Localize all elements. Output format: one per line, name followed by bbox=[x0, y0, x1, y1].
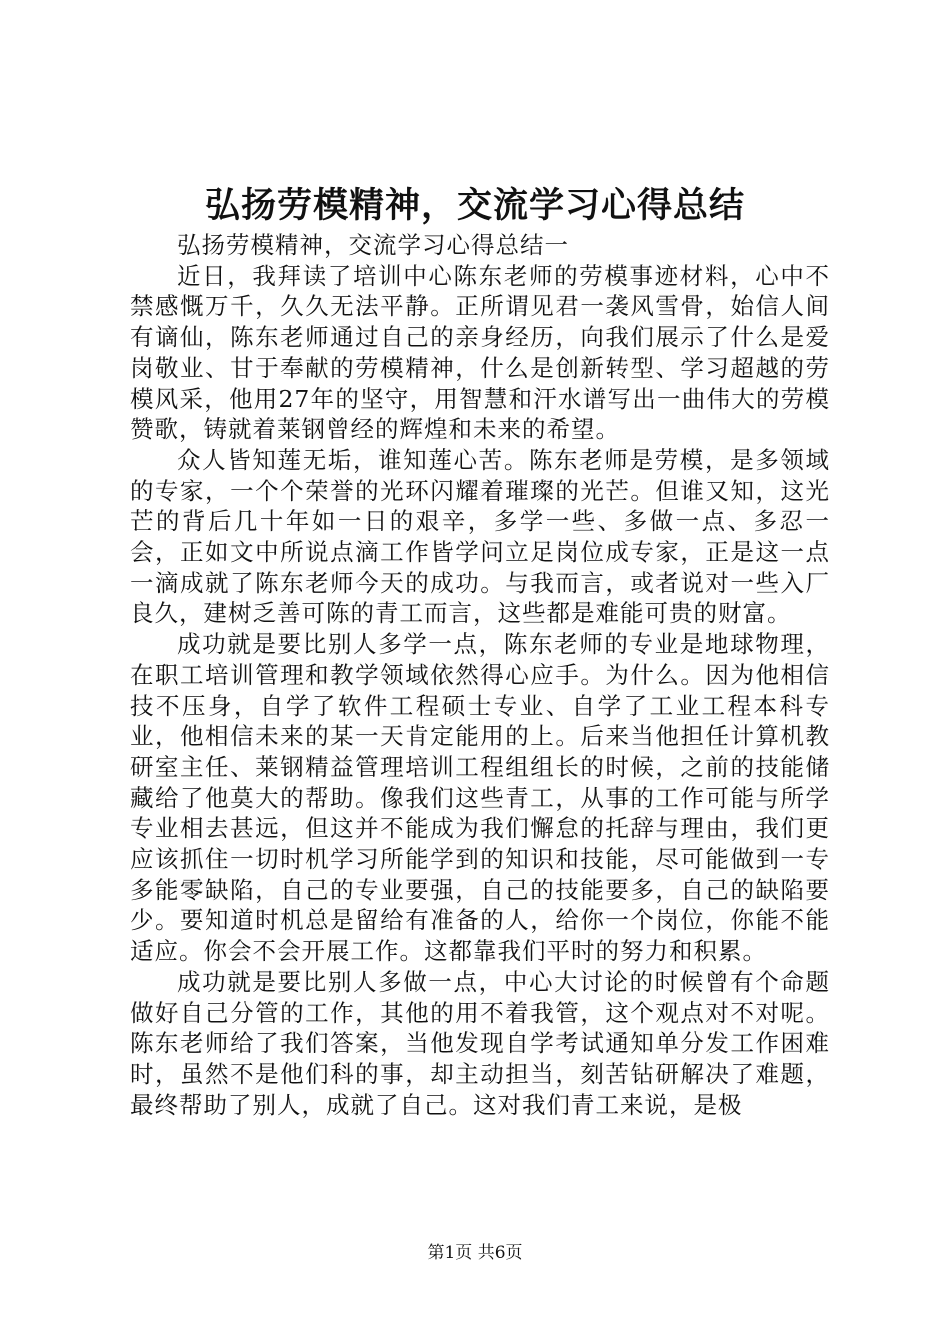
document-body bbox=[130, 230, 830, 1120]
subtitle-paragraph: 弘扬劳模精神，交流学习心得总结一 bbox=[177, 231, 569, 259]
body-paragraph: 成功就是要比别人多学一点，陈东老师的专业是地球物理，在职工培训管理和教学领域依然得心应手。为什么。因为他相信技不压身，自学了软件工程硕士专业、自学了工业工程本科专业，他相信未来的某一天肯定能用的上。后来当他担任计算机教研室主任、莱钢精益管理培训工程组组长的时候，之前的技能储藏给了他莫大的帮助。像我们这些青工，从事的工作可能与所学专业相去甚远，但这并不能成为我们懈怠的托辞与理由，我们更应该抓住一切时机学习所能学到的知识和技能，尽可能做到一专多能零缺陷，自己的专业要强，自己的技能要多，自己的缺陷要少。要知道时机总是留给有准备的人，给你一个岗位，你能不能适应。你会不会开展工作。这都靠我们平时的努力和积累。 bbox=[130, 630, 830, 966]
body-paragraph: 众人皆知莲无垢，谁知莲心苦。陈东老师是劳模，是多领域的专家，一个个荣誉的光环闪耀着璀璨的光芒。但谁又知，这光芒的背后几十年如一日的艰辛，多学一些、多做一点、多忍一会，正如文中所说点滴工作皆学问立足岗位成专家，正是这一点一滴成就了陈东老师今天的成功。与我而言，或者说对一些入厂良久，建树乏善可陈的青工而言，这些都是难能可贵的财富。 bbox=[130, 445, 830, 628]
body-paragraph: 成功就是要比别人多做一点，中心大讨论的时候曾有个命题做好自己分管的工作，其他的用不着我管，这个观点对不对呢。陈东老师给了我们答案，当他发现自学考试通知单分发工作困难时，虽然不是他们科的事，却主动担当，刻苦钻研解决了难题，最终帮助了别人，成就了自己。这对我们青工来说，是极 bbox=[130, 967, 830, 1119]
body-paragraph: 近日，我拜读了培训中心陈东老师的劳模事迹材料，心中不禁感慨万千，久久无法平静。正所谓见君一袭风雪骨，始信人间有谪仙，陈东老师通过自己的亲身经历，向我们展示了什么是爱岗敬业、甘于奉献的劳模精神，什么是创新转型、学习超越的劳模风采，他用27年的坚守，用智慧和汗水谱写出一曲伟大的劳模赞歌，铸就着莱钢曾经的辉煌和未来的希望。 bbox=[130, 261, 830, 444]
page-footer: 第1页 共6页 bbox=[427, 1243, 523, 1263]
document-title: 弘扬劳模精神，交流学习心得总结 bbox=[204, 185, 745, 226]
